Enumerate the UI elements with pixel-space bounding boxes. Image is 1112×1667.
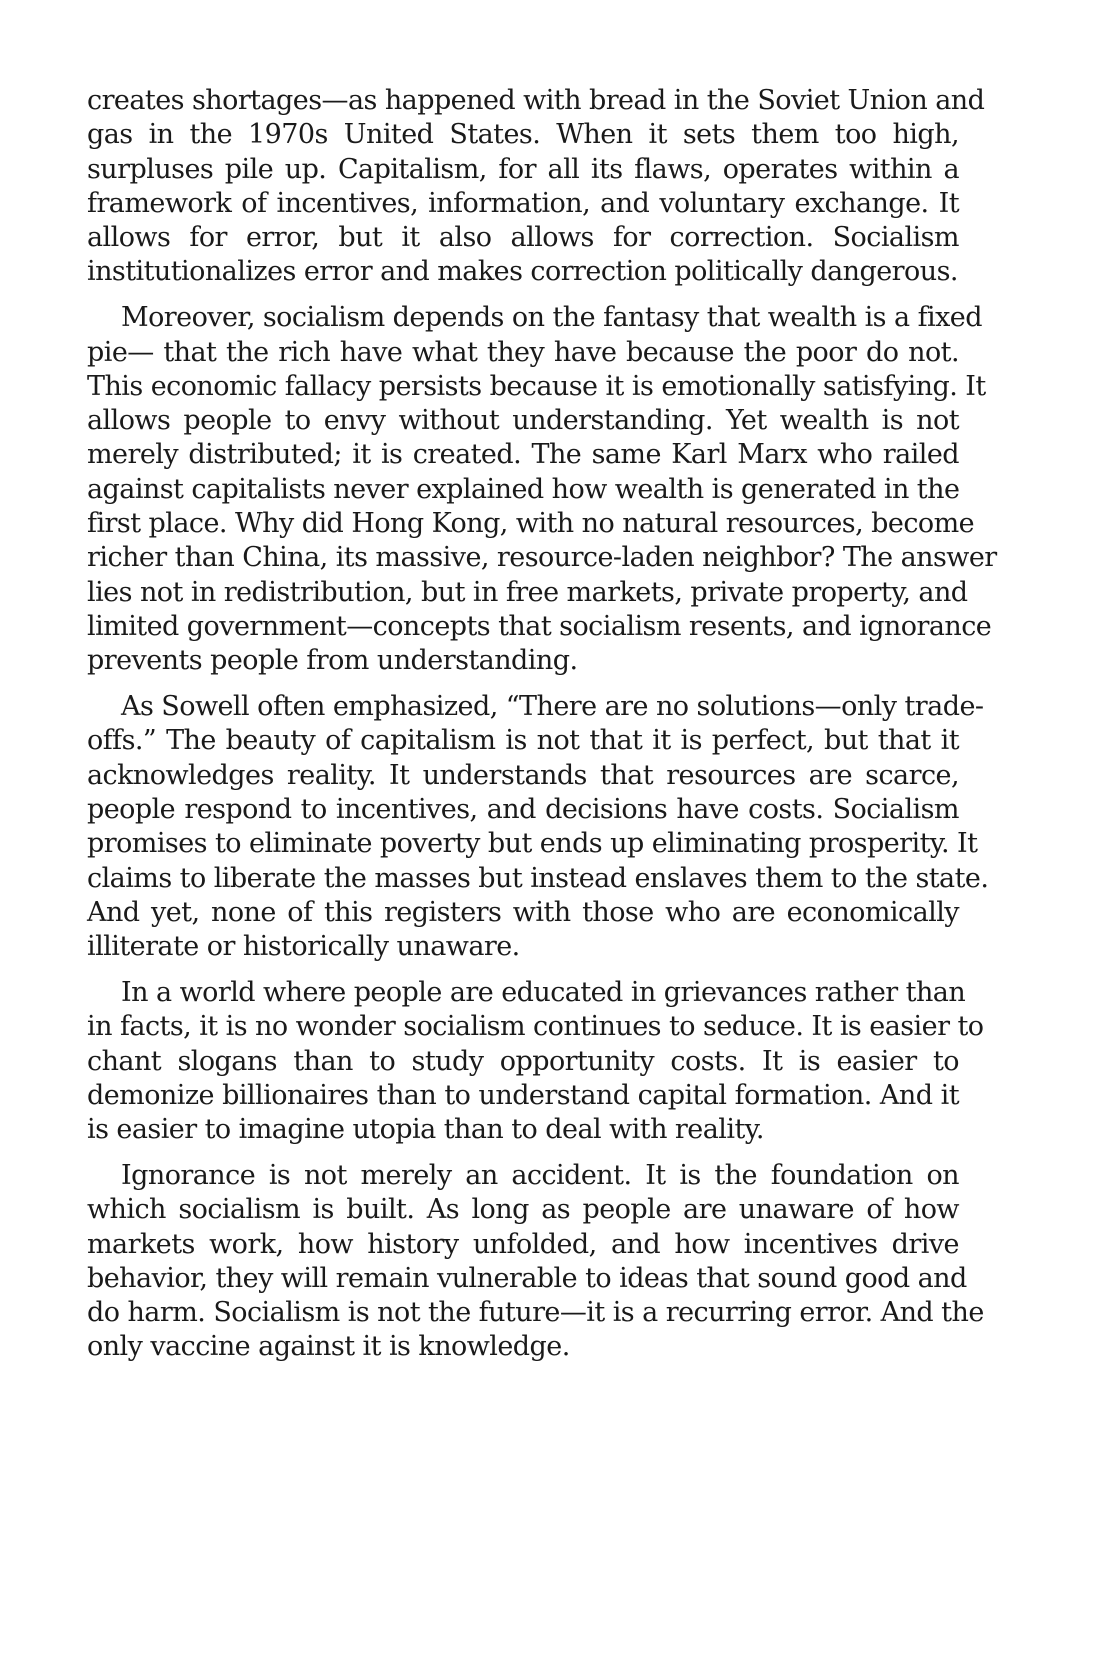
text-line: prevents people from understanding. (87, 645, 578, 677)
text-line: people respond to incentives, and decisions have costs. Socialism (87, 793, 959, 825)
text-line: framework of incentives, information, and voluntary exchange. It (87, 187, 959, 219)
text-line: limited government—concepts that socialism resents, and ignorance (87, 610, 992, 642)
text-line: surpluses pile up. Capitalism, for all its flaws, operates within a (87, 153, 959, 185)
text-line: merely distributed; it is created. The same Karl Marx who railed (87, 439, 959, 471)
text-line: only vaccine against it is knowledge. (87, 1331, 570, 1363)
text-line: institutionalizes error and makes correction politically dangerous. (87, 256, 958, 288)
text-line: allows people to envy without understanding. Yet wealth is not (87, 405, 959, 437)
text-line: allows for error, but it also allows for correction. Socialism (87, 222, 959, 254)
text-line: lies not in redistribution, but in free markets, private property, and (87, 576, 968, 608)
text-line: creates shortages—as happened with bread in the Soviet Union and (87, 85, 985, 116)
text-line: in facts, it is no wonder socialism continues to seduce. It is easier to (87, 1011, 984, 1043)
text-line: And yet, none of this registers with those who are economically (87, 896, 959, 928)
text-line: acknowledges reality. It understands that resources are scarce, (87, 759, 959, 791)
text-line: illiterate or historically unaware. (87, 931, 520, 963)
text-line: promises to eliminate poverty but ends up eliminating prosperity. It (87, 828, 978, 860)
text-line: against capitalists never explained how wealth is generated in the (87, 473, 960, 505)
text-line: demonize billionaires than to understand capital formation. And it (87, 1079, 959, 1111)
text-line: As Sowell often emphasized, “There are no solutions—only trade- (121, 691, 984, 723)
text-line: gas in the 1970s United States. When it sets them too high, (87, 119, 959, 151)
paragraph-4 (87, 976, 984, 1147)
text-line: which socialism is built. As long as people are unaware of how (87, 1194, 959, 1226)
document-page (87, 84, 997, 1376)
text-line: chant slogans than to study opportunity costs. It is easier to (87, 1045, 959, 1077)
text-line: richer than China, its massive, resource-laden neighbor? The answer (87, 542, 997, 574)
text-line: Moreover, socialism depends on the fantasy that wealth is a fixed (121, 302, 982, 334)
text-line: Ignorance is not merely an accident. It is the foundation on (121, 1159, 959, 1191)
text-line: offs.” The beauty of capitalism is not that it is perfect, but that it (87, 725, 959, 757)
paragraph-5 (87, 1159, 984, 1365)
text-line: claims to liberate the masses but instead enslaves them to the state. (87, 862, 989, 894)
text-line: behavior, they will remain vulnerable to ideas that sound good and (87, 1262, 967, 1294)
text-line: This economic fallacy persists because it is emotionally satisfying. It (87, 370, 986, 402)
text-line: markets work, how history unfolded, and how incentives drive (87, 1228, 959, 1260)
paragraph-2 (87, 301, 997, 678)
text-line: In a world where people are educated in grievances rather than (121, 976, 966, 1008)
paragraph-1 (87, 84, 985, 290)
text-line: pie— that the rich have what they have because the poor do not. (87, 336, 959, 368)
text-line: first place. Why did Hong Kong, with no natural resources, become (87, 508, 975, 540)
paragraph-3 (87, 690, 989, 964)
text-line: do harm. Socialism is not the future—it is a recurring error. And the (87, 1297, 984, 1329)
text-line: is easier to imagine utopia than to deal with reality. (87, 1114, 764, 1146)
